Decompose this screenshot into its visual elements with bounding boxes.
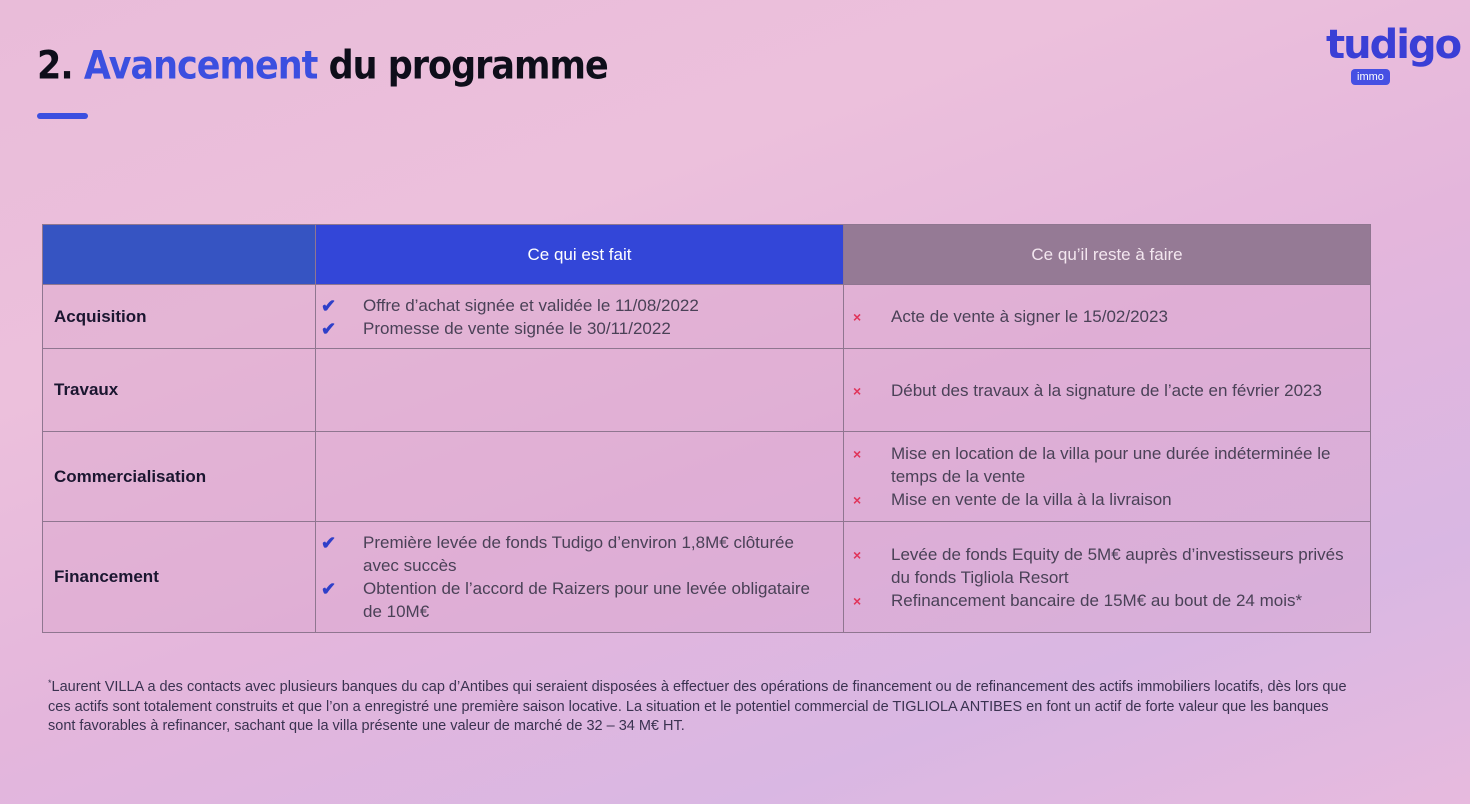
todo-item-text: Levée de fonds Equity de 5M€ auprès d’investisseurs privés du fonds Tigliola Resort: [891, 544, 1344, 587]
checkmark-icon: ✔: [321, 295, 337, 316]
row-label: Acquisition: [43, 285, 316, 349]
row-label: Travaux: [43, 349, 316, 432]
cross-icon: ×: [853, 382, 862, 399]
table-header-row: [43, 225, 1371, 285]
header-corner-cell: [43, 225, 316, 285]
todo-cell: [844, 432, 1371, 522]
title-rest: du programme: [328, 44, 608, 89]
todo-item: [845, 442, 1369, 488]
done-list: [317, 294, 842, 340]
table-row: [43, 432, 1371, 522]
todo-item: [845, 488, 1369, 511]
header-todo: Ce qu’il reste à faire: [844, 225, 1371, 285]
done-item: [317, 577, 842, 623]
table-body: [43, 285, 1371, 633]
done-item-text: Promesse de vente signée le 30/11/2022: [363, 318, 671, 338]
tudigo-logo: [1326, 22, 1461, 90]
done-list: [317, 531, 842, 623]
cross-icon: ×: [853, 592, 862, 609]
todo-cell: [844, 522, 1371, 633]
todo-list: [845, 543, 1369, 612]
todo-item: [845, 305, 1369, 328]
todo-list: [845, 305, 1369, 328]
logo-wordmark: tudigo: [1326, 22, 1461, 68]
checkmark-icon: ✔: [321, 579, 337, 599]
todo-item-text: Mise en location de la villa pour une durée indéterminée le temps de la vente: [891, 444, 1331, 486]
todo-cell: [844, 349, 1371, 432]
footnote-text: Laurent VILLA a des contacts avec plusieurs banques du cap d’Antibes qui seraient disposées à effectuer des opérations de financement ou de refinancement des actifs immobiliers locatifs, dès lors que ces actifs sont totalement construits et que l’on a enregistré une première saison locative. La situation et le potentiel commercial de TIGLIOLA ANTIBES en font un actif de forte valeur que les banques sont favorables à refinancer, sachant que la villa présente une valeur de marché de 32 – 34 M€ HT.: [48, 679, 1347, 734]
todo-item-text: Mise en vente de la villa à la livraison: [891, 490, 1172, 509]
todo-item-text: Refinancement bancaire de 15M€ au bout de 24 mois*: [891, 590, 1303, 610]
todo-list: [845, 442, 1369, 511]
checkmark-icon: ✔: [321, 318, 337, 339]
title-accent: Avancement: [83, 44, 318, 89]
done-item: [317, 531, 842, 577]
todo-cell: [844, 285, 1371, 349]
done-item-text: Première levée de fonds Tudigo d’environ 1,8M€ clôturée avec succès: [363, 533, 794, 575]
footnote-marker: *: [48, 678, 52, 688]
table-row: [43, 522, 1371, 633]
done-cell: [316, 285, 844, 349]
logo-badge: immo: [1351, 69, 1390, 85]
todo-item: [845, 379, 1369, 402]
todo-item-text: Acte de vente à signer le 15/02/2023: [891, 307, 1168, 326]
page-title: [37, 44, 608, 89]
todo-item: [845, 543, 1369, 589]
header-done: Ce qui est fait: [316, 225, 844, 285]
table-row: [43, 285, 1371, 349]
cross-icon: ×: [853, 309, 862, 325]
done-item-text: Offre d’achat signée et validée le 11/08/2022: [363, 295, 699, 315]
cross-icon: ×: [853, 546, 862, 563]
cross-icon: ×: [853, 446, 862, 462]
progress-table: [42, 224, 1371, 633]
title-underline: [37, 113, 88, 119]
todo-list: [845, 379, 1369, 402]
table-row: [43, 349, 1371, 432]
row-label: Financement: [43, 522, 316, 633]
done-cell: [316, 349, 844, 432]
footnote: [48, 678, 1358, 737]
done-item-text: Obtention de l’accord de Raizers pour une levée obligataire de 10M€: [363, 579, 810, 621]
done-item: [317, 317, 842, 340]
checkmark-icon: ✔: [321, 533, 337, 553]
todo-item-text: Début des travaux à la signature de l’acte en février 2023: [891, 380, 1322, 400]
row-label: Commercialisation: [43, 432, 316, 522]
done-cell: [316, 432, 844, 522]
todo-item: [845, 589, 1369, 612]
done-cell: [316, 522, 844, 633]
title-number: 2.: [37, 44, 73, 89]
done-item: [317, 294, 842, 317]
cross-icon: ×: [853, 492, 862, 508]
